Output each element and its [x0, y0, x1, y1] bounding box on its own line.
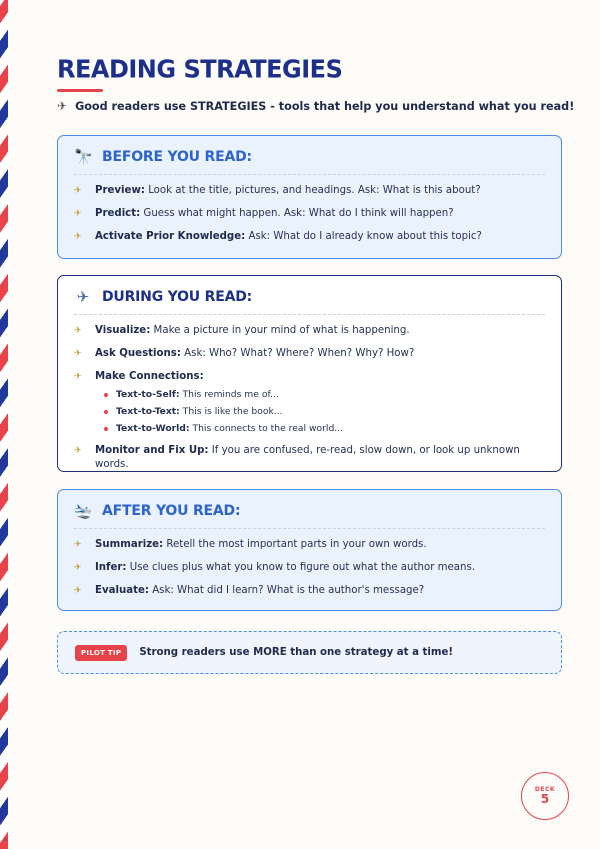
item-label: Monitor and Fix Up:: [95, 445, 209, 456]
item-text: Guess what might happen. Ask: What do I think will happen?: [143, 208, 454, 219]
item-text: Ask: What did I learn? What is the author's message?: [152, 585, 425, 596]
item-label: Make Connections:: [95, 371, 204, 382]
sub-item-text: This reminds me of...: [182, 389, 279, 400]
sub-item-text: This connects to the real world...: [192, 423, 344, 434]
sub-item-label: Text-to-Text:: [116, 406, 180, 417]
intro-line: [57, 99, 574, 113]
list-item: [74, 347, 545, 361]
propeller-plane-icon: ✈: [74, 372, 82, 382]
propeller-plane-icon: ✈: [74, 540, 82, 550]
pilot-tip-badge: PILOT TIP: [75, 645, 127, 661]
sub-item-text: This is like the book...: [182, 406, 283, 417]
list-item: [74, 584, 545, 598]
landing-plane-icon: 🛬: [74, 502, 93, 520]
item-text: Retell the most important parts in your own words.: [166, 539, 427, 550]
red-bullet: [104, 393, 108, 397]
propeller-plane-icon: ✈: [74, 586, 82, 596]
list-item: [74, 370, 545, 384]
pilot-tip-box: [57, 631, 562, 674]
card-heading: DURING YOU READ:: [102, 289, 253, 305]
sub-list-item: [104, 388, 545, 401]
airplane-icon: ✈: [76, 288, 90, 306]
card-header: [74, 288, 545, 315]
propeller-plane-icon: ✈: [74, 349, 82, 359]
stamp-label: DECK: [534, 786, 556, 793]
propeller-plane-icon: ✈: [74, 232, 82, 242]
list-item: [74, 207, 545, 221]
item-text: If you are confused, re-read, slow down, or look up unknown words.: [95, 445, 520, 470]
sub-list-item: [104, 422, 545, 435]
intro-text: Good readers use STRATEGIES - tools that help you understand what you read!: [75, 99, 575, 113]
propeller-plane-icon: ✈: [74, 186, 82, 196]
list-item: [74, 538, 545, 552]
after-reading-card: [57, 489, 562, 611]
card-heading: AFTER YOU READ:: [102, 503, 241, 519]
telescope-icon: 🔭: [74, 148, 93, 166]
propeller-plane-icon: ✈: [74, 209, 82, 219]
before-reading-card: [57, 135, 562, 259]
item-label: Visualize:: [95, 325, 151, 336]
item-label: Activate Prior Knowledge:: [95, 231, 246, 242]
red-bullet: [104, 410, 108, 414]
item-label: Preview:: [95, 185, 145, 196]
card-header: [74, 502, 545, 529]
item-text: Use clues plus what you know to figure out what the author means.: [129, 562, 476, 573]
item-text: Ask: What do I already know about this topic?: [248, 231, 482, 242]
list-item: [74, 184, 545, 198]
during-reading-card: [57, 275, 562, 472]
stamp-number: 5: [540, 792, 550, 806]
sub-item-label: Text-to-World:: [116, 423, 190, 434]
red-bullet: [104, 427, 108, 431]
item-label: Evaluate:: [95, 585, 149, 596]
corner-mark: a: [4, 837, 8, 843]
list-item: [74, 561, 545, 575]
item-label: Infer:: [95, 562, 127, 573]
item-label: Ask Questions:: [95, 348, 181, 359]
propeller-plane-icon: ✈: [74, 446, 82, 456]
deck-stamp: [521, 772, 569, 820]
card-header: [74, 148, 545, 175]
pilot-tip-text: Strong readers use MORE than one strategy at a time!: [139, 647, 454, 658]
item-text: Ask: Who? What? Where? When? Why? How?: [184, 348, 415, 359]
airplane-icon: ✈: [57, 99, 68, 113]
list-item: [74, 230, 545, 244]
page-title: READING STRATEGIES: [57, 54, 343, 84]
item-text: Make a picture in your mind of what is happening.: [153, 325, 410, 336]
item-label: Predict:: [95, 208, 141, 219]
item-text: Look at the title, pictures, and headings. Ask: What is this about?: [148, 185, 481, 196]
title-underline: [57, 89, 103, 92]
propeller-plane-icon: ✈: [74, 563, 82, 573]
sub-list-item: [104, 405, 545, 418]
list-item: [74, 324, 545, 338]
airmail-stripe-border: [0, 0, 8, 849]
propeller-plane-icon: ✈: [74, 326, 82, 336]
card-heading: BEFORE YOU READ:: [102, 149, 252, 165]
item-label: Summarize:: [95, 539, 164, 550]
sub-item-label: Text-to-Self:: [116, 389, 180, 400]
connections-list: [104, 388, 545, 435]
list-item: [74, 444, 545, 472]
